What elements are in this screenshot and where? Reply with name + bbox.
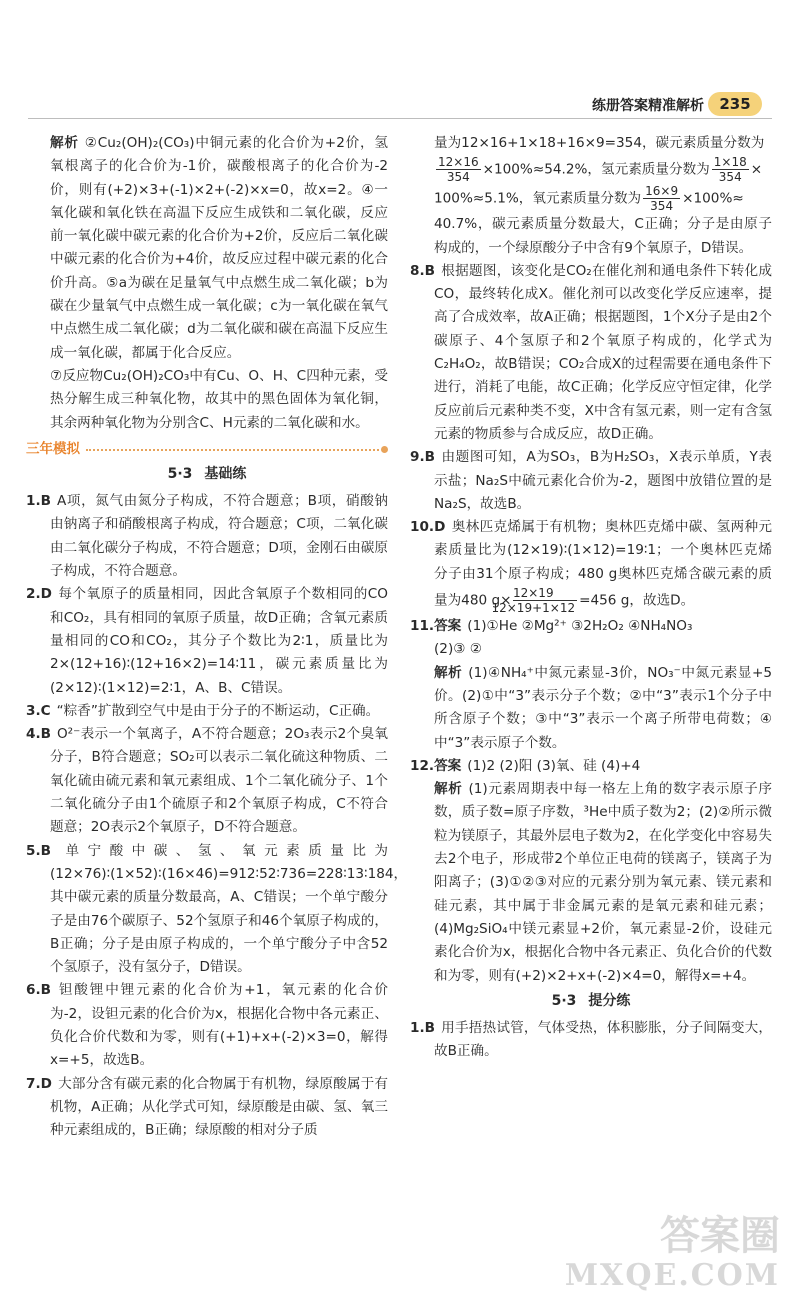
- fraction-denominator: 12×19+1×12: [491, 601, 576, 616]
- answer-item: [26, 700, 388, 723]
- item-text-end: =456 g，故选D。: [579, 592, 695, 609]
- item-number: 12.答案: [410, 757, 462, 774]
- item-text: O²⁻表示一个氧离子，A不符合题意；2O₃表示2个臭氧分子，B符合题意；SO₂可以表示二氧化硫这种物质、二氧化硫由硫元素和氧元素组成、1个二氧化硫分子、1个二氧化硫分子由1个硫原子和2个氧原子构成，C不符合题意；2O表示2个氧原子，D不符合题意。: [50, 726, 388, 836]
- answer-item: [410, 260, 772, 446]
- answer-item: [410, 516, 772, 615]
- item-number: 5.B: [26, 842, 51, 859]
- header-title: 练册答案精准解析: [592, 98, 704, 114]
- continued-line-2-end: ×100%≈: [682, 190, 744, 207]
- section-tag: 三年模拟: [26, 441, 80, 458]
- answer-item: [410, 1017, 772, 1064]
- item-text: 用手捂热试管，气体受热，体积膨胀，分子间隔变大，故B正确。: [434, 1020, 772, 1060]
- analysis-label: 解析: [50, 135, 79, 151]
- item-number: 4.B: [26, 726, 51, 743]
- fraction: [491, 586, 577, 616]
- answer-item: [410, 446, 772, 516]
- fraction: [436, 155, 481, 184]
- item-number: 8.B: [410, 262, 435, 279]
- item-text: 钽酸锂中锂元素的化合价为+1，氧元素的化合价为-2，设钽元素的化合价为x，根据化合物中各元素正、负化合价代数和为零，则有(+1)+x+(-2)×3=0，解得x=+5，故选B。: [50, 982, 388, 1069]
- analysis-paragraph-2: ⑦反应物Cu₂(OH)₂CO₃中有Cu、O、H、C四种元素，受热分解生成三种氧化物，故其中的黑色固体为氧化铜，其余两种氧化物为分别含C、H元素的二氧化碳和水。: [50, 367, 388, 431]
- watermark-url: MXQE.COM: [564, 1258, 780, 1293]
- section-dot-icon: [381, 446, 388, 453]
- item-text: “粽香”扩散到空气中是由于分子的不断运动，C正确。: [56, 702, 380, 719]
- analysis-label: 解析: [434, 781, 463, 798]
- item-text: 奥林匹克烯属于有机物；奥林匹克烯中碳、氢两种元素质量比为(12×19)∶(1×12)=19∶1；一个奥林匹克烯分子由31个原子构成；480 g奥林匹克烯含碳元素的质量为480 g×: [434, 519, 772, 609]
- answer-item: [26, 490, 388, 583]
- analysis-text: (1)④NH₄⁺中氮元素显-3价，NO₃⁻中氮元素显+5价。(2)①中“3”表示分子个数；②中“3”表示1个分子中所含原子个数；③中“3”表示一个离子所带电荷数；④中“3”表示原子个数。: [434, 664, 773, 751]
- continued-line-1-end: ×: [750, 161, 763, 178]
- subhead-title: 提分练: [588, 992, 631, 1009]
- item-text: A项，氮气由氮分子构成，不符合题意；B项，硝酸钠由钠离子和硝酸根离子构成，符合题意；C项，二氧化碳由二氧化碳分子构成，不符合题意；D项，金刚石由碳原子构成，不符合题意。: [50, 493, 388, 580]
- item-number: 7.D: [26, 1075, 52, 1092]
- item-number: 10.D: [410, 519, 446, 536]
- analysis-paragraph: [410, 778, 772, 988]
- subhead-title: 基础练: [204, 465, 247, 482]
- fraction-numerator: 12×19: [513, 586, 577, 601]
- item-text: 根据题图，该变化是CO₂在催化剂和通电条件下转化成CO，最终转化成X。催化剂可以改变化学反应速率，提高了合成效率，故A正确；根据题图，1个X分子是由2个碳原子、4个氢原子和2个氧原子构成的，化学式为C₂H₄O₂，故B错误；CO₂合成X的过程需要在通电条件下进行，消耗了电能，故C正确；化学反应守恒定律，化学反应前后元素种类不变，X中含有氢元素，则一定有含氢元素的物质参与合成反应，故D正确。: [434, 262, 772, 442]
- continued-line-1-mid: ×100%≈54.2%，氢元素质量分数为: [482, 161, 710, 178]
- fraction-numerator: 1×18: [713, 155, 747, 170]
- subhead-number: 5·3: [167, 465, 193, 482]
- fraction-numerator: 12×16: [438, 155, 479, 170]
- item-number: 9.B: [410, 449, 435, 466]
- answer-text: (1)2 (2)阳 (3)氧、硅 (4)+4: [467, 757, 641, 774]
- watermark-logo: [564, 1212, 780, 1296]
- item-number: 11.答案: [410, 618, 462, 635]
- page-number-badge: 235: [708, 92, 762, 116]
- item-number: 3.C: [26, 702, 51, 719]
- continued-line-2: 100%≈5.1%，氧元素质量分数为: [434, 190, 642, 207]
- fraction-denominator: 354: [446, 170, 470, 185]
- answer-item: [26, 1073, 388, 1143]
- right-column: [410, 132, 772, 1064]
- item-number: 6.B: [26, 982, 51, 999]
- answer-text: (1)①He ②Mg²⁺ ③2H₂O₂ ④NH₄NO₃: [467, 618, 693, 635]
- header-rule: [28, 118, 772, 119]
- answer-item: [410, 755, 772, 778]
- item-text: 每个氧原子的质量相同，因此含氧原子个数相同的CO和CO₂，具有相同的氧原子质量，故D正确；含氧元素质量相同的CO和CO₂，其分子个数比为2∶1，质量比为2×(12+16)∶(12+16×2)=14∶11，碳元素质量比为(2×12)∶(1×12)=2∶1，A、B、C错误。: [50, 586, 388, 696]
- fraction: [712, 155, 749, 184]
- item-text: 由题图可知，A为SO₃，B为H₂SO₃，X表示单质，Y表示盐；Na₂S中硫元素化合价为-2，题图中放错位置的是Na₂S，故选B。: [434, 449, 772, 512]
- section-divider: [86, 449, 379, 451]
- answer-item: [26, 840, 408, 980]
- continued-text: [410, 132, 772, 260]
- analysis-label: 解析: [434, 664, 463, 681]
- section-band: [26, 441, 388, 459]
- answer-continuation: (2)③ ②: [434, 641, 482, 658]
- item-number: 2.D: [26, 586, 52, 603]
- left-column: [26, 132, 408, 1142]
- answer-item: [26, 723, 388, 839]
- continued-line-1: 量为12×16+1×18+16×9=354，碳元素质量分数为: [434, 135, 765, 151]
- item-text: 大部分含有碳元素的化合物属于有机物，绿原酸属于有机物，A正确；从化学式可知，绿原酸是由碳、氢、氧三种元素组成的，B正确；绿原酸的相对分子质: [50, 1075, 388, 1139]
- fraction: [643, 184, 680, 213]
- item-number: 1.B: [410, 1020, 435, 1037]
- analysis-text: (1)元素周期表中每一格左上角的数字表示原子序数，质子数=原子序数，³He中质子数为2；(2)②所示微粒为镁原子，其最外层电子数为2，在化学变化中容易失去2个电子，形成带2个单位正电荷的镁离子，镁离子为阳离子；(3)①②③对应的元素分别为氧元素、镁元素和硅元素，其中属于非金属元素的是氧元素和硅元素；(4)Mg₂SiO₄中镁元素显+2价，氧元素显-2价，设硅元素化合价为x，根据化合物中各元素正、负化合价的代数和为零，则有(+2)×2+x+(-2)×4=0，解得x=+4。: [434, 781, 772, 984]
- item-number: 1.B: [26, 493, 51, 510]
- subsection-heading: [410, 990, 772, 1013]
- continued-line-3: 40.7%，碳元素质量分数最大，C正确；分子是由原子构成的，一个绿原酸分子中含有9个氧原子，D错误。: [434, 216, 772, 256]
- answer-item: [410, 615, 772, 638]
- page-header: [0, 92, 800, 118]
- analysis-paragraph: [26, 132, 388, 365]
- analysis-text: ②Cu₂(OH)₂(CO₃)中铜元素的化合价为+2价，氢氧根离子的化合价为-1价，碳酸根离子的化合价为-2价，则有(+2)×3+(-1)×2+(-2)×x=0，故x=2。④一氧化碳和氧化铁在高温下反应生成铁和二氧化碳，反应前一氧化碳中碳元素的化合价为+2价，反应后二氧化碳中碳元素的化合价为+4价，故反应过程中碳元素的化合价升高。⑤a为碳在足量氧气中点燃生成二氧化碳；b为碳在少量氧气中点燃生成一氧化碳；c为一氧化碳在氧气中点燃生成二氧化碳；d为二氧化碳和碳在高温下反应生成一氧化碳，都属于化合反应。: [50, 135, 389, 361]
- subhead-number: 5·3: [551, 992, 577, 1009]
- analysis-paragraph: [410, 662, 772, 755]
- item-text: 单宁酸中碳、氢、氧元素质量比为(12×76)∶(1×52)∶(16×46)=912∶52∶736=228∶13∶184，其中碳元素的质量分数最高，A、C错误；一个单宁酸分子是由76个碳原子、52个氢原子和46个氧原子构成的，B正确；分子是由原子构成的，一个单宁酸分子中含52个氢原子，没有氢分子，D错误。: [50, 842, 408, 976]
- subsection-heading: [26, 463, 388, 486]
- fraction-denominator: 354: [650, 199, 674, 214]
- watermark-text: 答案圈: [660, 1212, 780, 1259]
- fraction-denominator: 354: [718, 170, 742, 185]
- fraction-numerator: 16×9: [645, 184, 679, 199]
- answer-item: [26, 583, 388, 699]
- answer-item: [26, 979, 388, 1072]
